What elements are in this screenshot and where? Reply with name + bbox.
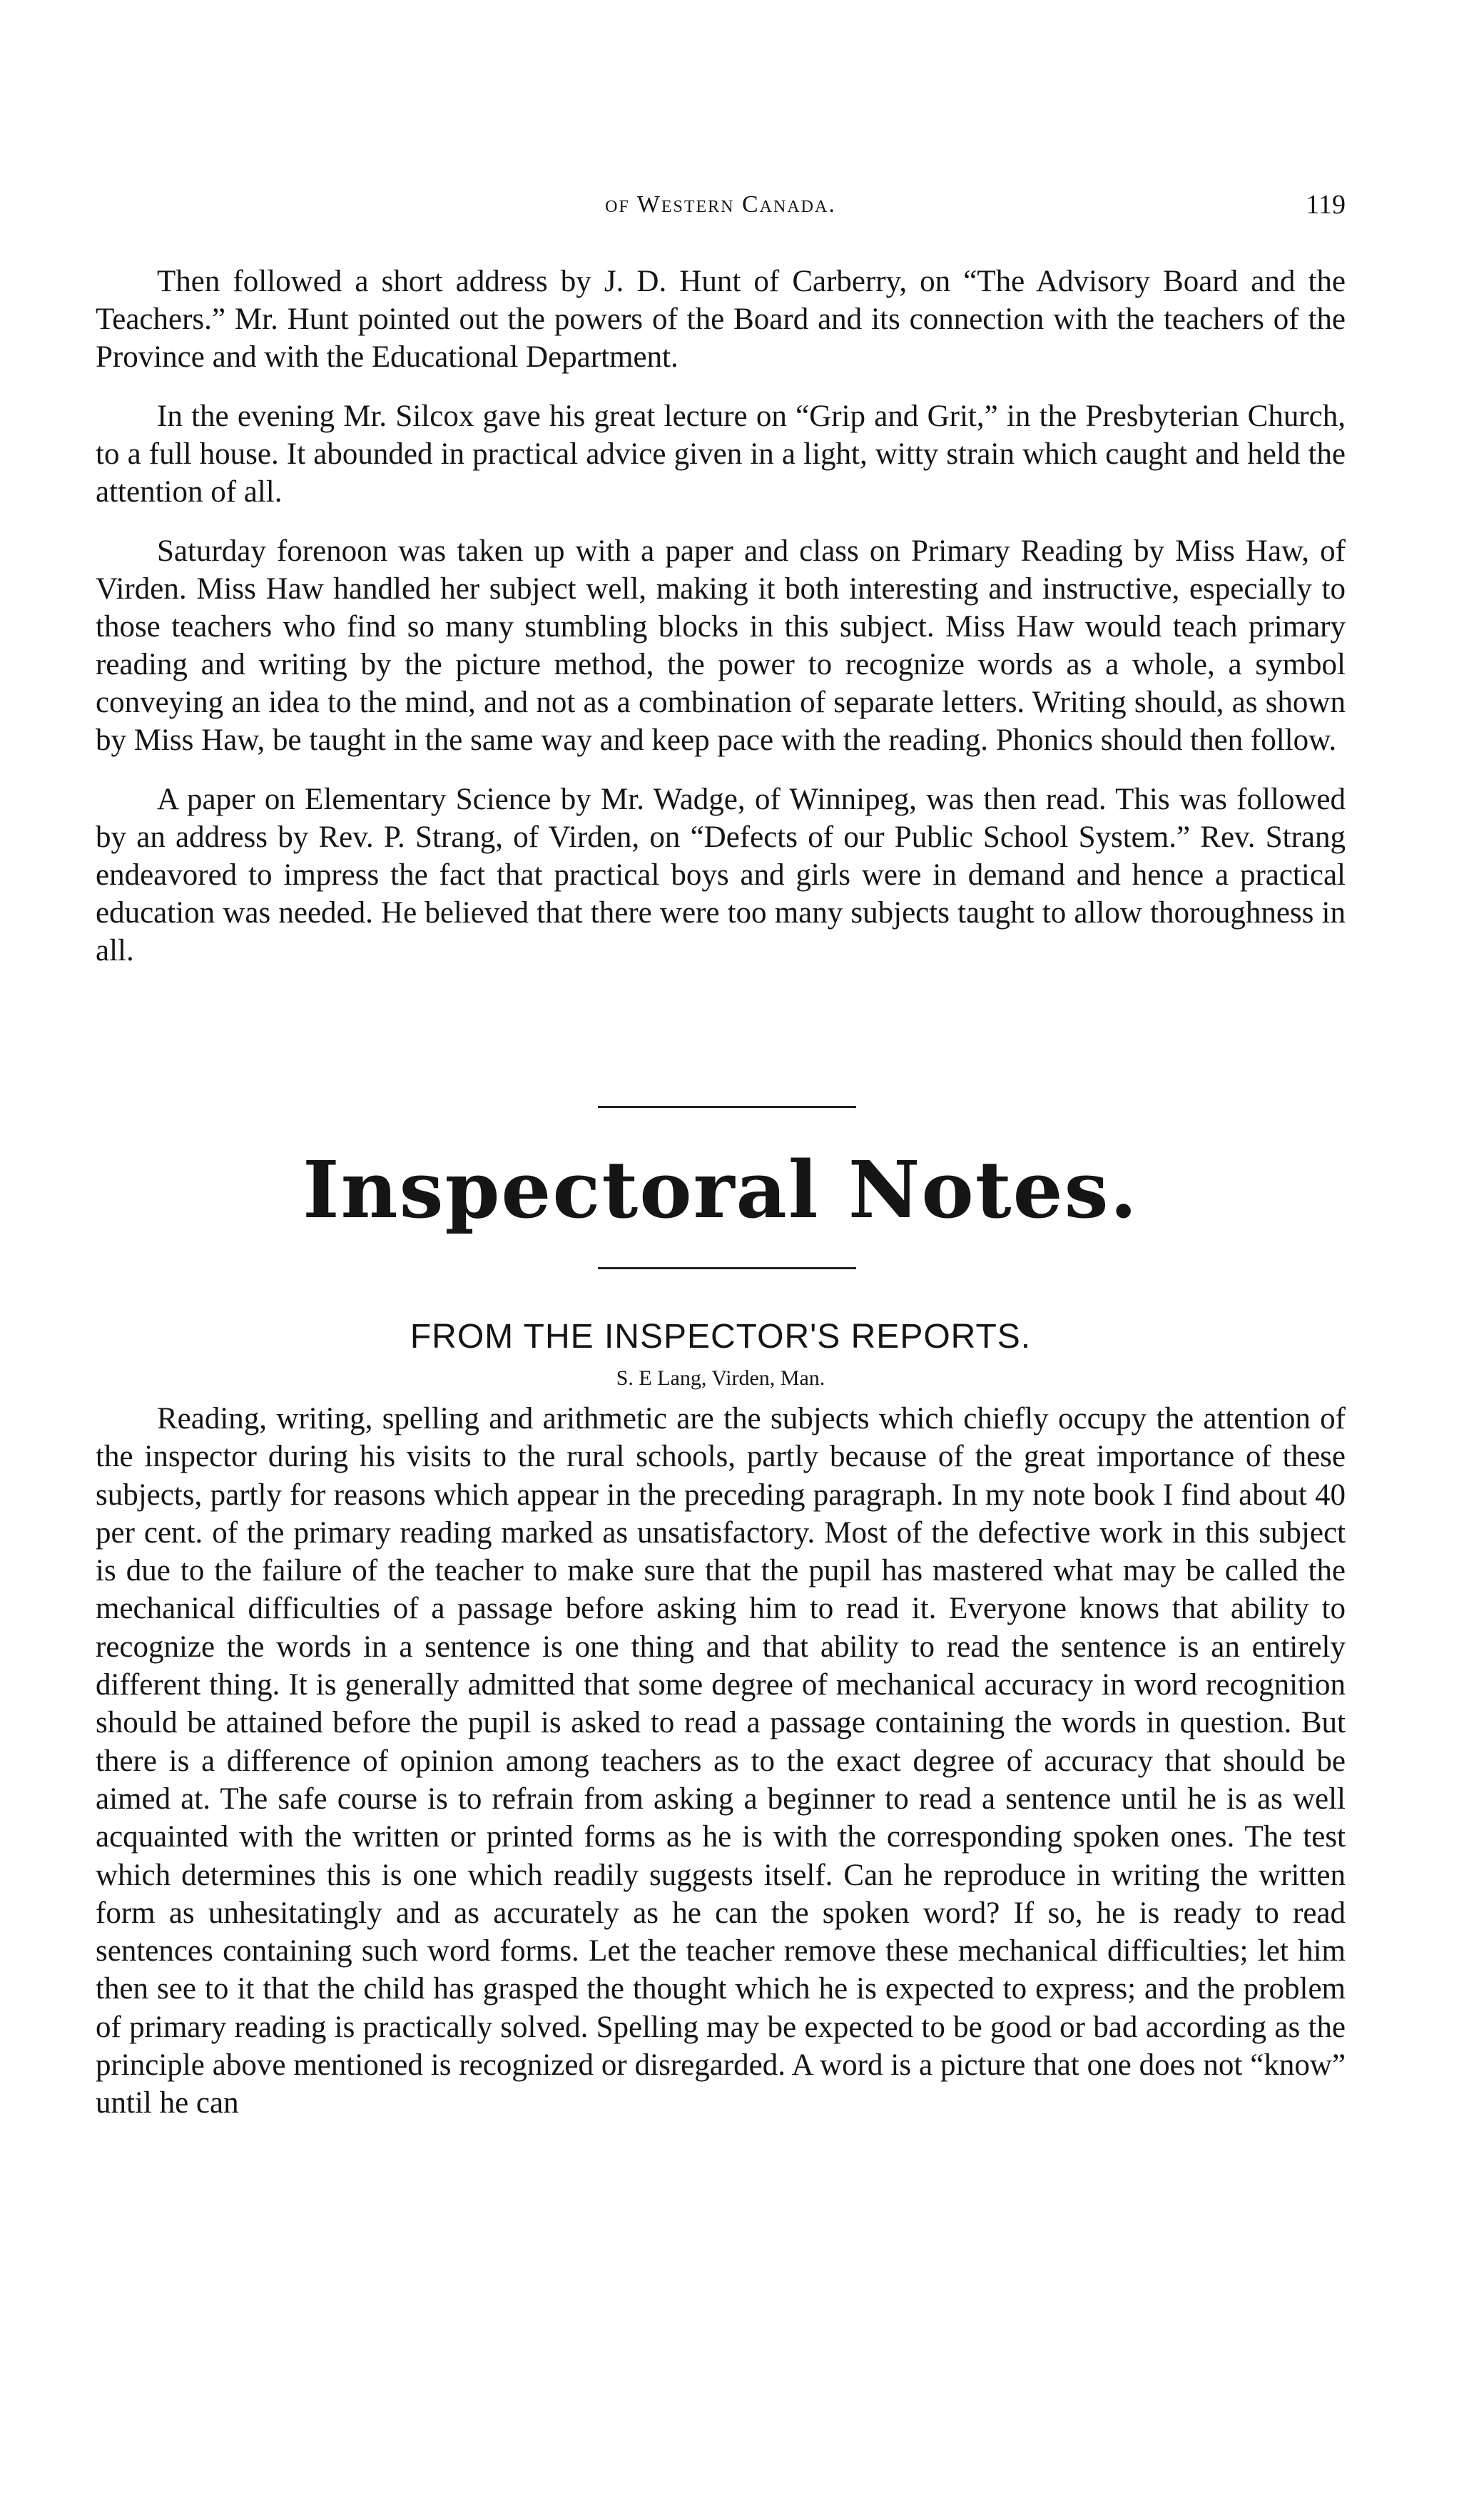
proceedings-text — [96, 263, 1346, 991]
report-title: FROM THE INSPECTOR'S REPORTS. — [410, 1318, 1032, 1356]
paragraph-elementary-science: A paper on Elementary Science by Mr. Wadge, of Winnipeg, was then read. This was followed by an address by Rev. P. Strang, of Virden, on “Defects of our Public School System.” Rev. Strang endeavored to impress the fact that practical boys and girls were in demand and hence a practical education was needed. He believed that there were too many subjects taught to allow thoroughness in all. — [96, 783, 1346, 967]
paragraph-primary-reading: Saturday forenoon was taken up with a paper and class on Primary Reading by Miss Haw, of Virden. Miss Haw handled her subject well, making it both interesting and instructive, especially to those teachers who find so many stumbling blocks in this subject. Miss Haw would teach primary reading and writing by the picture method, the power to recognize words as a whole, a symbol conveying an idea to the mind, and not as a combination of separate letters. Writing should, as shown by Miss Haw, be taught in the same way and keep pace with the reading. Phonics should then follow. — [96, 534, 1346, 757]
report-body: Reading, writing, spelling and arithmetic are the subjects which chiefly occupy the attention of the inspector during his visits to the rural schools, partly because of the great importance of these subjects, partly for reasons which appear in the preceding paragraph. In my note book I find about 40 per cent. of the primary reading marked as unsatisfactory. Most of the defective work in this subject is due to the failure of the teacher to make sure that the pupil has mastered what may be called the mechanical difficulties of a passage before asking him to read it. Everyone knows that ability to recognize the words in a sentence is one thing and that ability to read the sentence is an entirely different thing. It is generally admitted that some degree of mechanical accuracy in word recognition should be attained before the pupil is asked to read a passage containing the words in question. But there is a difference of opinion among teachers as to the exact degree of accuracy that should be aimed at. The safe course is to refrain from asking a beginner to read a sentence until he is as well acquainted with the written or printed forms as he is with the corresponding spoken ones. The test which determines this is one which readily suggests itself. Can he reproduce in writing the written form as unhesitatingly and as accurately as he can the spoken word? If so, he is ready to read sentences containing such word forms. Let the teacher remove these mechanical difficulties; let him then see to it that the child has grasped the thought which he is expected to express; and the problem of primary reading is practically solved. Spelling may be expected to be good or bad according as the principle above mentioned is recognized or disregarded. A word is a picture that one does not “know” until he can — [96, 1402, 1346, 2120]
divider-rule-bottom — [598, 1267, 856, 1269]
running-title: of Western Canada. — [605, 191, 836, 218]
divider-rule-top — [598, 1106, 856, 1108]
running-header — [96, 187, 1346, 223]
paragraph-advisory-board: Then followed a short address by J. D. Hunt of Carberry, on “The Advisory Board and the Teachers.” Mr. Hunt pointed out the powers of the Board and its connection with the teachers of the Province and with the Educational Department. — [96, 265, 1346, 374]
paragraph-evening-lecture: In the evening Mr. Silcox gave his great lecture on “Grip and Grit,” in the Presbyterian Church, to a full house. It abounded in practical advice given in a light, witty strain which caught and held the attention of all. — [96, 400, 1346, 509]
section-heading: Inspectoral Notes. — [303, 1144, 1139, 1236]
report-byline: S. E Lang, Virden, Man. — [616, 1366, 825, 1390]
page-number: 119 — [1306, 190, 1346, 220]
